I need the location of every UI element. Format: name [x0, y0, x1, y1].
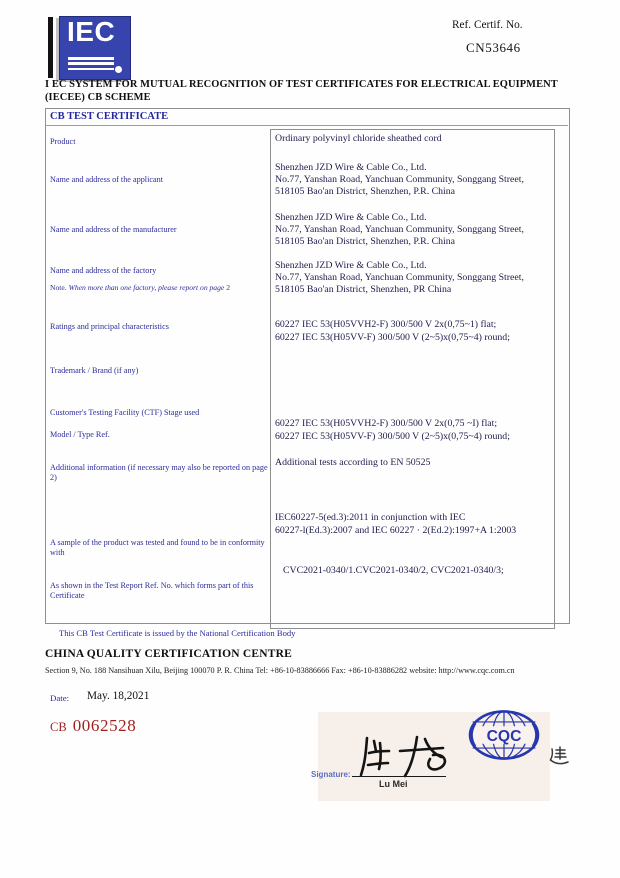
value-line: 518105 Bao'an District, Shenzhen, PR China — [275, 284, 452, 296]
cqc-logo-text: CQC — [486, 728, 522, 746]
iec-logo-bar — [48, 17, 53, 78]
label-trademark: Trademark / Brand (if any) — [50, 366, 139, 375]
ref-certif-number: CN53646 — [466, 40, 521, 55]
value-ratings — [275, 318, 549, 344]
value-line: Shenzhen JZD Wire & Cable Co., Ltd. — [275, 260, 427, 271]
certificate-value-box — [270, 129, 555, 629]
label-product: Product — [50, 137, 76, 146]
value-line: 518105 Bao'an District, Shenzhen, P.R. China — [275, 186, 455, 198]
stamp-character — [548, 745, 570, 767]
label-applicant: Name and address of the applicant — [50, 175, 163, 184]
label-manufacturer: Name and address of the manufacturer — [50, 225, 177, 234]
organization-name: CHINA QUALITY CERTIFICATION CENTRE — [45, 648, 292, 660]
value-line: No.77, Yanshan Road, Yanchuan Community, Songgang Street, — [275, 174, 524, 186]
signatory-name: Lu Mei — [379, 779, 408, 789]
label-factory-note — [50, 283, 272, 292]
date-label: Date: — [50, 693, 70, 703]
value-additional-info — [275, 457, 549, 469]
value-line: 60227 IEC 53(H05VVH2-F) 300/500 V 2x(0,75~1) flat; — [275, 319, 497, 330]
value-line: IEC60227-5(ed.3):2011 in conjunction with IEC — [275, 512, 466, 523]
value-line: CVC2021-0340/1.CVC2021-0340/2, CVC2021-0340/3; — [283, 565, 504, 576]
note-italic: When more than one factory, please report on page — [68, 283, 227, 292]
value-line: Shenzhen JZD Wire & Cable Co., Ltd. — [275, 212, 427, 223]
date-value: May. 18,2021 — [87, 690, 150, 702]
ref-certif-label: Ref. Certif. No. — [452, 19, 523, 31]
value-line: 60227 IEC 53(H05VVH2-F) 300/500 V 2x(0,75 ~I) flat; — [275, 418, 498, 429]
iec-logo-square — [59, 16, 131, 80]
label-conformity: A sample of the product was tested and found to be in conformity with — [50, 538, 265, 558]
note-prefix: Note. — [50, 283, 69, 292]
value-manufacturer — [275, 212, 549, 249]
value-factory — [275, 260, 549, 297]
signature-label: Signature: — [311, 770, 351, 779]
label-model-type: Model / Type Ref. — [50, 430, 110, 439]
issued-note: This CB Test Certificate is issued by the National Certification Body — [59, 628, 296, 638]
value-line: 60227-l(Ed.3):2007 and IEC 60227 · 2(Ed.2):1997+A 1:2003 — [275, 525, 517, 536]
label-factory: Name and address of the factory — [50, 266, 157, 275]
iec-logo-text: IEC — [67, 16, 116, 47]
value-line: 60227 IEC 53(H05VV-F) 300/500 V (2~5)x(0,75~4) round; — [275, 332, 510, 344]
value-conformity — [275, 511, 549, 537]
iec-logo-lines — [68, 57, 114, 73]
value-line: No.77, Yanshan Road, Yanchuan Community, Songgang Street, — [275, 224, 524, 236]
value-line: Additional tests according to EN 50525 — [275, 457, 431, 468]
value-test-report — [283, 565, 557, 577]
scheme-title: I EC SYSTEM FOR MUTUAL RECOGNITION OF TEST CERTIFICATES FOR ELECTRICAL EQUIPMENT (IECEE) CB SCHEME — [45, 79, 558, 103]
cqc-logo — [460, 708, 548, 762]
label-additional-info: Additional information (if necessary may also be reported on page 2) — [50, 463, 268, 483]
note-suffix: 2 — [226, 283, 230, 292]
label-ctf-stage: Customer's Testing Facility (CTF) Stage used — [50, 408, 200, 417]
value-line: 60227 IEC 53(H05VV-F) 300/500 V (2~5)x(0,75~4) round; — [275, 431, 510, 443]
cb-prefix: CB — [50, 720, 67, 734]
label-test-report: As shown in the Test Report Ref. No. which forms part of this Certificate — [50, 581, 254, 601]
value-line: Ordinary polyvinyl chloride sheathed cord — [275, 133, 442, 144]
value-line: No.77, Yanshan Road, Yanchuan Community, Songgang Street, — [275, 272, 524, 284]
iec-logo — [48, 16, 134, 80]
value-applicant — [275, 162, 549, 199]
value-model-type — [275, 417, 549, 443]
label-ratings: Ratings and principal characteristics — [50, 322, 169, 331]
organization-address: Section 9, No. 188 Nansihuan Xilu, Beijing 100070 P. R. China Tel: +86-10-83886666 Fax: +86-10-83886282 website: http://www.cqc.com.cn — [45, 666, 515, 675]
certificate-title: CB TEST CERTIFICATE — [45, 108, 568, 126]
value-product — [275, 133, 549, 145]
iec-logo-dot — [115, 66, 122, 73]
signature-handwriting — [355, 733, 457, 779]
signature-line — [352, 776, 446, 777]
cb-number: 0062528 — [72, 716, 137, 735]
cb-certificate-number — [50, 716, 136, 736]
value-line: Shenzhen JZD Wire & Cable Co., Ltd. — [275, 162, 427, 173]
value-line: 518105 Bao'an District, Shenzhen, P.R. China — [275, 236, 455, 248]
